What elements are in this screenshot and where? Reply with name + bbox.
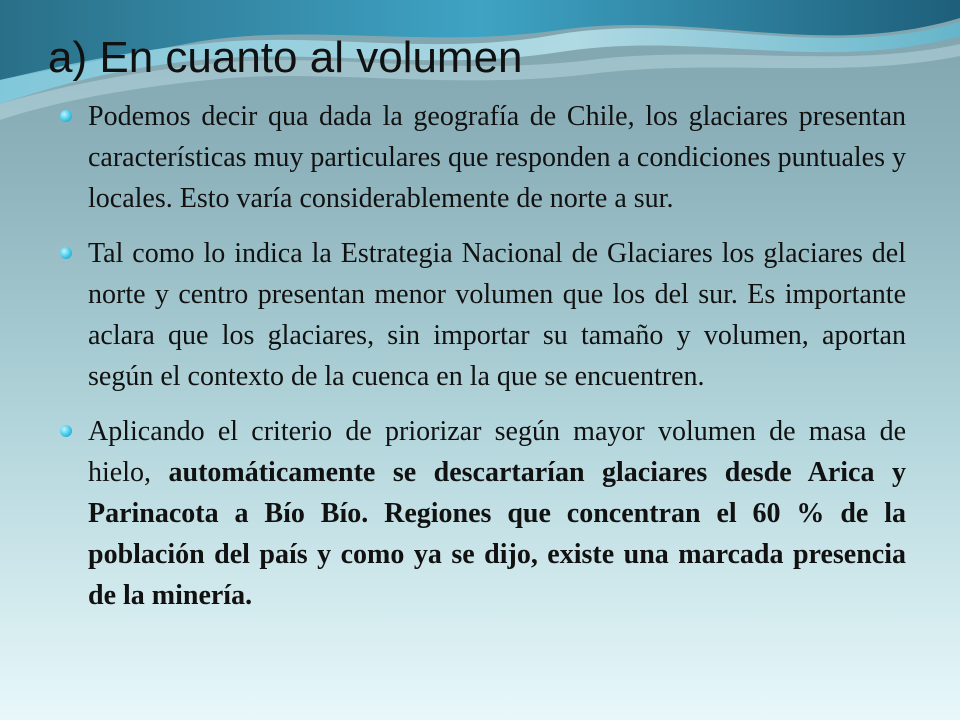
bullet-text-plain: Aplicando el criterio de priorizar según mayor volumen de masa de hielo, xyxy=(88,416,906,488)
bullet-item xyxy=(60,411,906,616)
bullet-text: Tal como lo indica la Estrategia Nacional de Glaciares los glaciares del norte y centro presentan menor volumen que los del sur. Es importante aclara que los glaciares, sin importar su tamaño y volumen, aportan según el contexto de la cuenca en la que se encuentren. xyxy=(88,238,906,392)
bullet-text-bold: automáticamente se descartarían glaciares desde Arica y Parinacota a Bío Bío. Regiones que concentran el 60 % de la población del país y como ya se dijo, existe una marcada presencia de la minería. xyxy=(88,457,906,611)
bullet-dot-icon xyxy=(60,425,72,437)
bullet-dot-icon xyxy=(60,110,72,122)
bullet-list xyxy=(60,96,906,630)
bullet-item xyxy=(60,96,906,219)
slide-title: a) En cuanto al volumen xyxy=(48,33,523,82)
bullet-dot-icon xyxy=(60,247,72,259)
bullet-item xyxy=(60,233,906,397)
bullet-text: Podemos decir qua dada la geografía de Chile, los glaciares presentan características muy particulares que responden a condiciones puntuales y locales. Esto varía considerablemente de norte a sur. xyxy=(88,101,906,214)
